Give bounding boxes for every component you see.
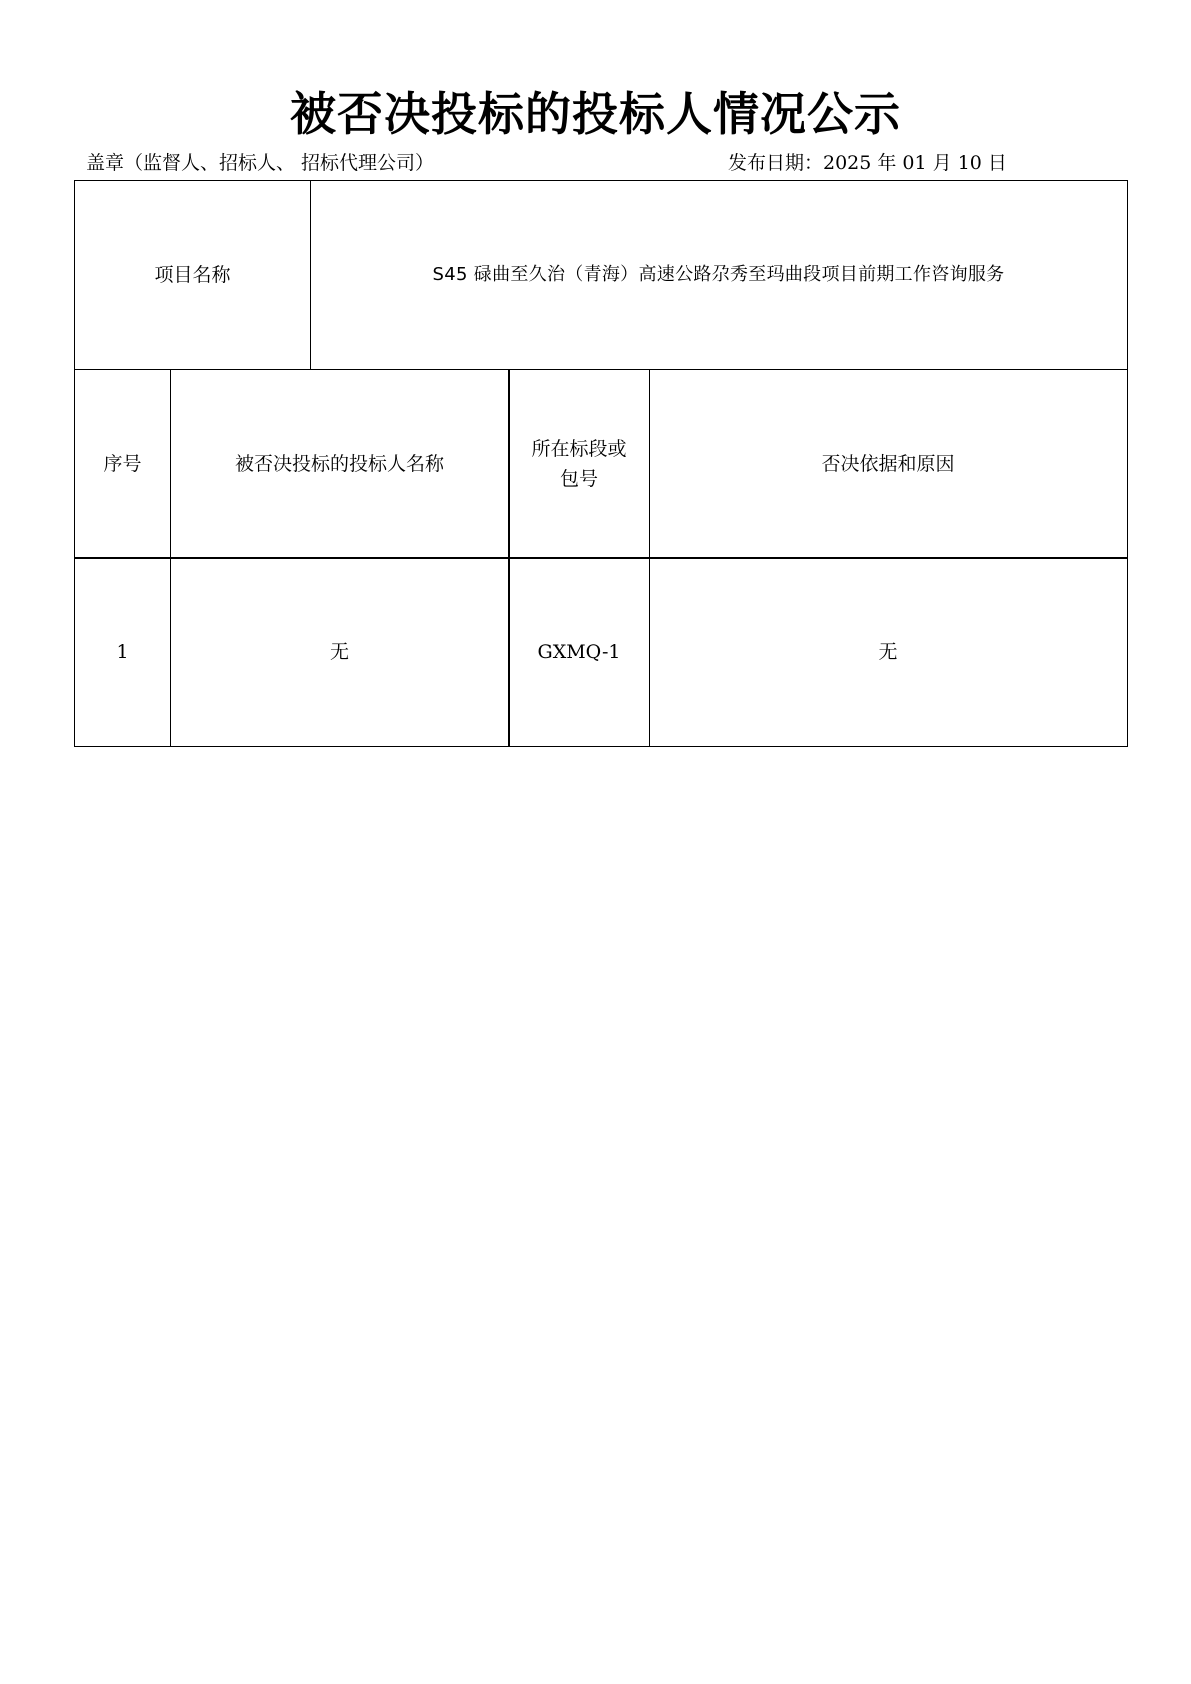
- header-bidder-name: 被否决投标的投标人名称: [234, 452, 444, 475]
- table-row-bidder-cell: [170, 557, 510, 747]
- project-label: 项目名称: [154, 264, 231, 286]
- page-title: 被否决投标的投标人情况公示: [290, 87, 901, 141]
- header-seq: 序号: [103, 452, 142, 475]
- header-section-line1: 所在标段或: [531, 437, 627, 460]
- row-section: GXMQ-1: [537, 641, 621, 663]
- project-name: S45 碌曲至久治（青海）高速公路尕秀至玛曲段项目前期工作咨询服务: [432, 264, 1005, 285]
- seal-label: 盖章（监督人、招标人、 招标代理公司）: [86, 152, 435, 174]
- table-row-seq-cell: [74, 557, 171, 747]
- header-section-cell: [508, 369, 650, 559]
- header-reason-cell: [649, 369, 1128, 559]
- header-seq-cell: [74, 369, 171, 559]
- publish-date: 发布日期：2025 年 01 月 10 日: [728, 152, 1007, 174]
- table-row-section-cell: [508, 557, 650, 747]
- header-section-line2: 包号: [559, 467, 598, 490]
- header-reason: 否决依据和原因: [821, 452, 955, 475]
- row-bidder-name: 无: [329, 641, 349, 663]
- header-bidder-cell: [170, 369, 510, 559]
- table-row-reason-cell: [649, 557, 1128, 747]
- project-label-cell: [74, 180, 311, 370]
- row-seq: 1: [116, 641, 129, 663]
- project-value-cell: [310, 180, 1128, 370]
- row-reason: 无: [878, 641, 898, 663]
